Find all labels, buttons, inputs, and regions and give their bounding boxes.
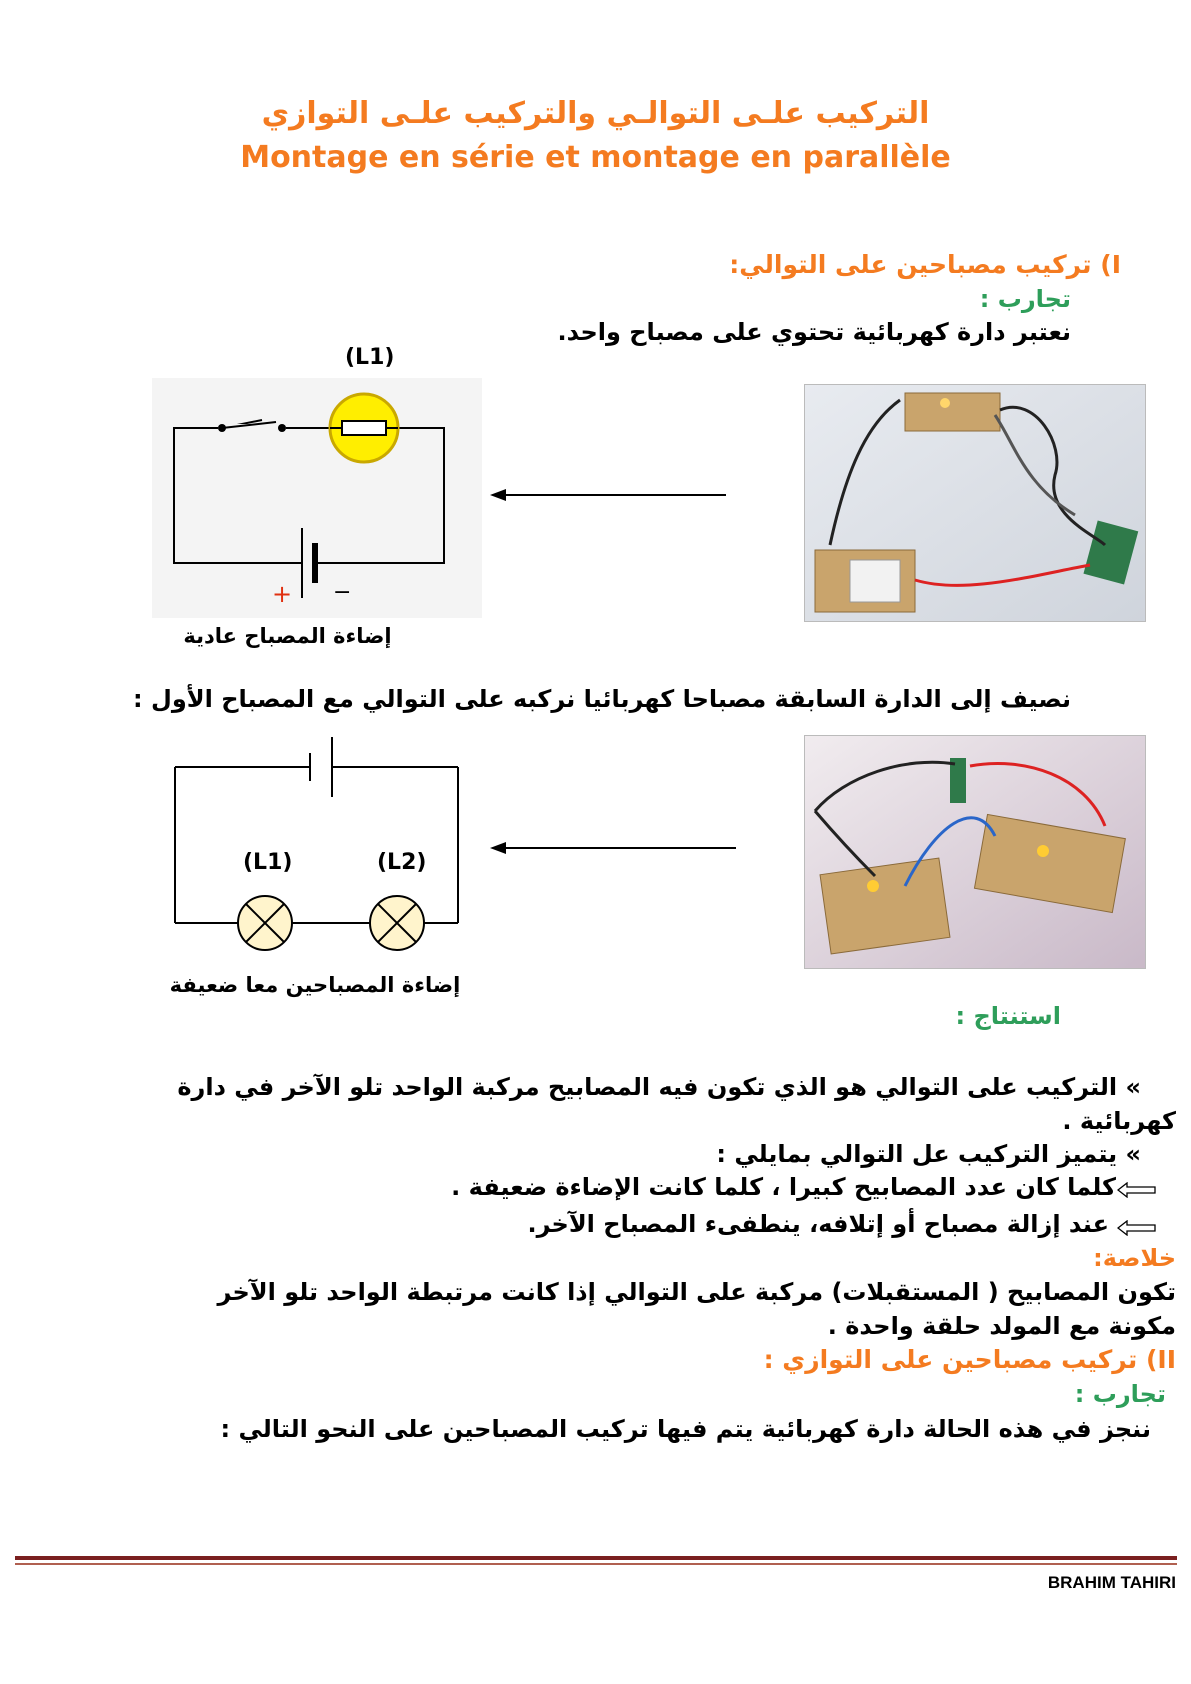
arrow-left-hollow-icon xyxy=(1117,1182,1157,1198)
battery-minus-sign: − xyxy=(333,580,352,605)
section2-heading: II) تركيب مصباحين على التوازي : xyxy=(763,1345,1176,1374)
experiments-label-2: تجارب : xyxy=(1074,1380,1166,1408)
arrow-left-icon xyxy=(490,485,730,505)
intro-text-1: نعتبر دارة كهربائية تحتوي على مصباح واحد. xyxy=(557,318,1071,346)
summary-line-1: تكون المصابيح ( المستقبلات) مركبة على التوالي إذا كانت مرتبطة الواحد تلو الآخر xyxy=(217,1278,1176,1306)
section1-heading: I) تركيب مصباحين على التوالي: xyxy=(729,250,1121,279)
title-french: Montage en série et montage en parallèle xyxy=(240,140,951,175)
conclusion-label: استنتاج : xyxy=(955,1002,1061,1030)
circuit2-caption: إضاءة المصباحين معا ضعيفة xyxy=(169,973,461,997)
series-circuit-one-lamp xyxy=(152,378,482,618)
photo-circuit-two-lamps xyxy=(804,735,1146,969)
footer-rule xyxy=(15,1556,1177,1560)
battery-plus-sign: + xyxy=(272,580,293,608)
series-circuit-two-lamps xyxy=(160,735,470,955)
features-intro: » يتميز التركيب عل التوالي بمايلي : xyxy=(716,1140,1141,1168)
feature-1: كلما كان عدد المصابيح كبيرا ، كلما كانت الإضاءة ضعيفة . xyxy=(451,1173,1116,1201)
arrow-left-icon xyxy=(490,838,740,858)
conclusion-line-2: كهربائية . xyxy=(1062,1107,1176,1135)
photo-circuit-one-lamp xyxy=(804,384,1146,622)
summary-line-2: مكونة مع المولد حلقة واحدة . xyxy=(827,1312,1176,1340)
footer-author: BRAHIM TAHIRI xyxy=(1047,1573,1176,1592)
footer-rule-thin xyxy=(15,1563,1177,1565)
intro-text-2: ننجز في هذه الحالة دارة كهربائية يتم فيها تركيب المصباحين على النحو التالي : xyxy=(220,1415,1151,1443)
circuit1-caption: إضاءة المصباح عادية xyxy=(183,624,392,648)
summary-label: خلاصة: xyxy=(1093,1244,1176,1272)
feature-2: عند إزالة مصباح أو إتلافه، ينطفىء المصباح الآخر. xyxy=(527,1210,1109,1238)
experiments-label-1: تجارب : xyxy=(979,285,1071,313)
add-lamp-text: نصيف إلى الدارة السابقة مصباحا كهربائيا نركبه على التوالي مع المصباح الأول : xyxy=(133,685,1071,713)
title-arabic: التركيب علـى التوالـي والتركيب علـى التوازي xyxy=(261,96,930,131)
lamp-l2-label: (L2) xyxy=(377,850,427,875)
lamp-l1-label-2: (L1) xyxy=(243,850,293,875)
lamp-l1-label: (L1) xyxy=(345,345,395,370)
conclusion-line-1: » التركيب على التوالي هو الذي تكون فيه المصابيح مركبة الواحد تلو الآخر في دارة xyxy=(177,1073,1141,1101)
arrow-left-hollow-icon xyxy=(1117,1220,1157,1236)
